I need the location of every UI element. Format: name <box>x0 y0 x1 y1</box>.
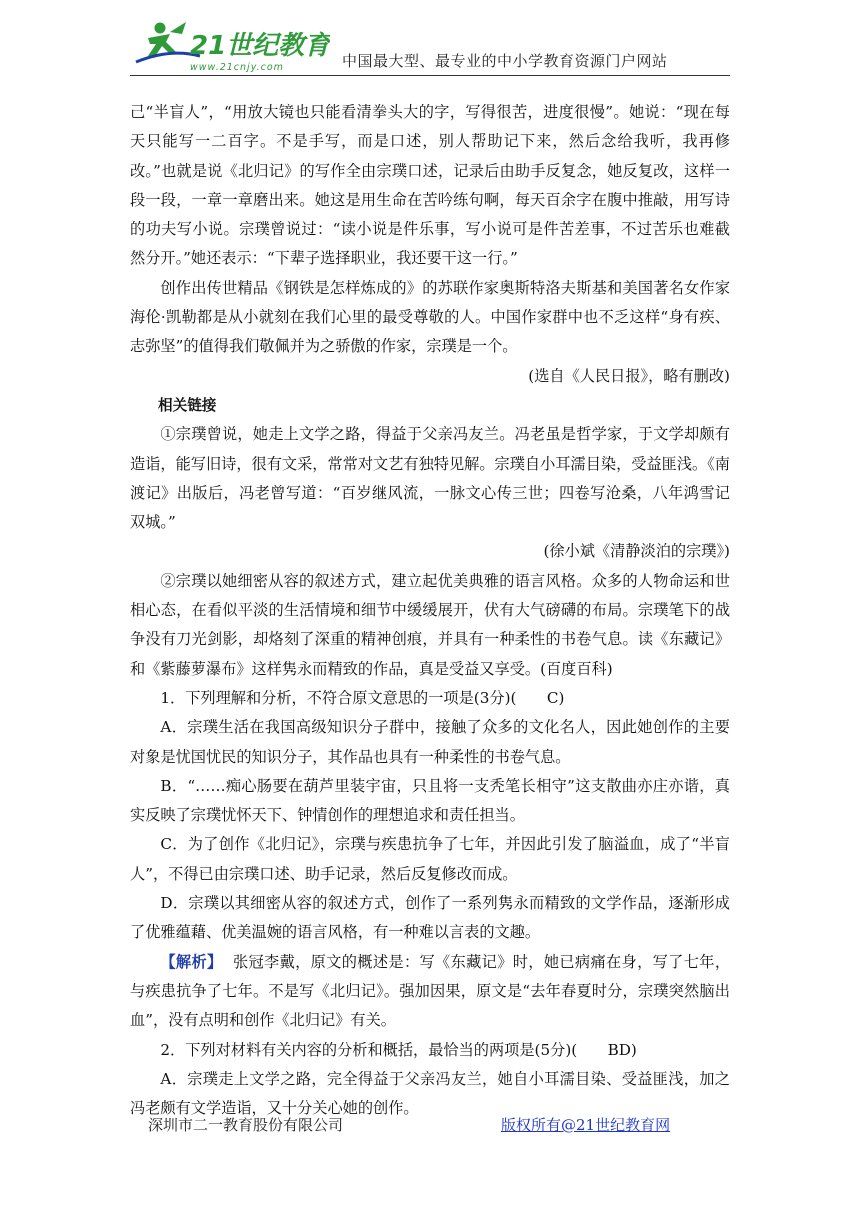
question-1-option-d: D．宗璞以其细密从容的叙述方式，创作了一系列隽永而精致的文学作品，逐渐形成了优雅蕴藉、优美温婉的语言风格，有一种难以言表的文趣。 <box>130 894 730 942</box>
question-2-answer: BD <box>607 1040 631 1059</box>
question-1-option-b: B．“……痴心肠要在葫芦里装宇宙，只且将一支秃笔长相守”这支散曲亦庄亦谐，真实反映了宗璞忧怀天下、钟情创作的理想追求和责任担当。 <box>130 776 730 825</box>
question-1-option-c: C．为了创作《北归记》，宗璞与疾患抗争了七年，并因此引发了脑溢血，成了“半盲人”，不得已由宗璞口述、助手记录，然后反复修改而成。 <box>130 835 730 883</box>
related-heading: 相关链接 <box>158 396 217 414</box>
header-divider <box>130 75 730 76</box>
question-2-stem: 2．下列对材料有关内容的分析和概括，最恰当的两项是(5分)( <box>160 1040 578 1059</box>
question-1 <box>130 684 730 713</box>
page-header <box>130 18 730 76</box>
question-1-analysis <box>130 948 730 1036</box>
question-1-stem: 1．下列理解和分析，不符合原文意思的一项是(3分)( <box>160 688 517 707</box>
header-slogan: 中国最大型、最专业的中小学教育资源门户网站 <box>342 52 668 70</box>
document-body <box>130 98 730 1123</box>
question-2 <box>130 1036 730 1065</box>
related-link-1-source: (徐小斌《清静淡泊的宗璞》) <box>543 542 730 561</box>
question-2-close: ) <box>630 1040 637 1059</box>
question-2-option-a: A．宗璞走上文学之路，完全得益于父亲冯友兰，她自小耳濡目染、受益匪浅，加之冯老颇有文学造诣，又十分关心她的创作。 <box>130 1069 730 1118</box>
question-1-close: ) <box>558 688 565 707</box>
analysis-tag: 【解析】 <box>160 952 223 971</box>
related-link-1: ①宗璞曾说，她走上文学之路，得益于父亲冯友兰。冯老虽是哲学家，于文学却颇有造诣，能写旧诗，很有文采，常常对文艺有独特见解。宗璞自小耳濡目染，受益匪浅。《南渡记》出版后，冯老曾写道：“百岁继风流，一脉文心传三世；四卷写沧桑，八年鸿雪记双城。” <box>130 425 730 532</box>
paragraph-2: 创作出传世精品《钢铁是怎样炼成的》的苏联作家奥斯特洛夫斯基和美国著名女作家海伦·凯勒都是从小就刻在我们心里的最受尊敬的人。中国作家群中也不乏这样“身有疾、志弥坚”的值得我们敬佩并为之骄傲的作家，宗璞是一个。 <box>130 278 730 356</box>
question-1-answer: C <box>546 688 559 707</box>
analysis-text: 张冠李戴，原文的概述是：写《东藏记》时，她已病痛在身，写了七年，与疾患抗争了七年。不是写《北归记》。强加因果，原文是“去年春夏时分，宗璞突然脑出血”，没有点明和创作《北归记》有关。 <box>130 952 731 1030</box>
related-link-2: ②宗璞以她细密从容的叙述方式，建立起优美典雅的语言风格。众多的人物命运和世相心态，在看似平淡的生活情境和细节中缓缓展开，伏有大气磅礴的布局。宗璞笔下的战争没有刀光剑影，却烙刻了深重的精神创痕，并具有一种柔性的书卷气息。读《东藏记》和《紫藤萝瀑布》这样隽永而精致的作品，真是受益又享受。(百度百科) <box>130 571 730 678</box>
logo-url-text: www.21cnjy.com <box>190 62 284 73</box>
source-citation: (选自《人民日报》，略有删改) <box>528 366 730 385</box>
paragraph-1: 己“半盲人”，“用放大镜也只能看清拳头大的字，写得很苦，进度很慢”。她说：“现在每天只能写一二百字。不是手写，而是口述，别人帮助记下来，然后念给我听，我再修改。”也就是说《北归记》的写作全由宗璞口述，记录后由助手反复念，她反复改，这样一段一段，一章一章磨出来。她这是用生命在苦吟练句啊，每天百余字在腹中推敲，用写诗的功夫写小说。宗璞曾说过：“读小说是件乐事，写小说可是件苦差事，不过苦乐也难截然分开。”她还表示：“下辈子选择职业，我还要干这一行。” <box>130 103 730 268</box>
footer-company: 深圳市二一教育股份有限公司 <box>148 1116 344 1134</box>
question-1-option-a: A．宗璞生活在我国高级知识分子群中，接触了众多的文化名人，因此她创作的主要对象是忧国忧民的知识分子，其作品也具有一种柔性的书卷气息。 <box>130 718 730 766</box>
logo-21cnjy <box>130 18 330 74</box>
footer-copyright-link[interactable]: 版权所有@21世纪教育网 <box>501 1116 671 1134</box>
logo-main-text: 21世纪教育 <box>190 31 330 61</box>
